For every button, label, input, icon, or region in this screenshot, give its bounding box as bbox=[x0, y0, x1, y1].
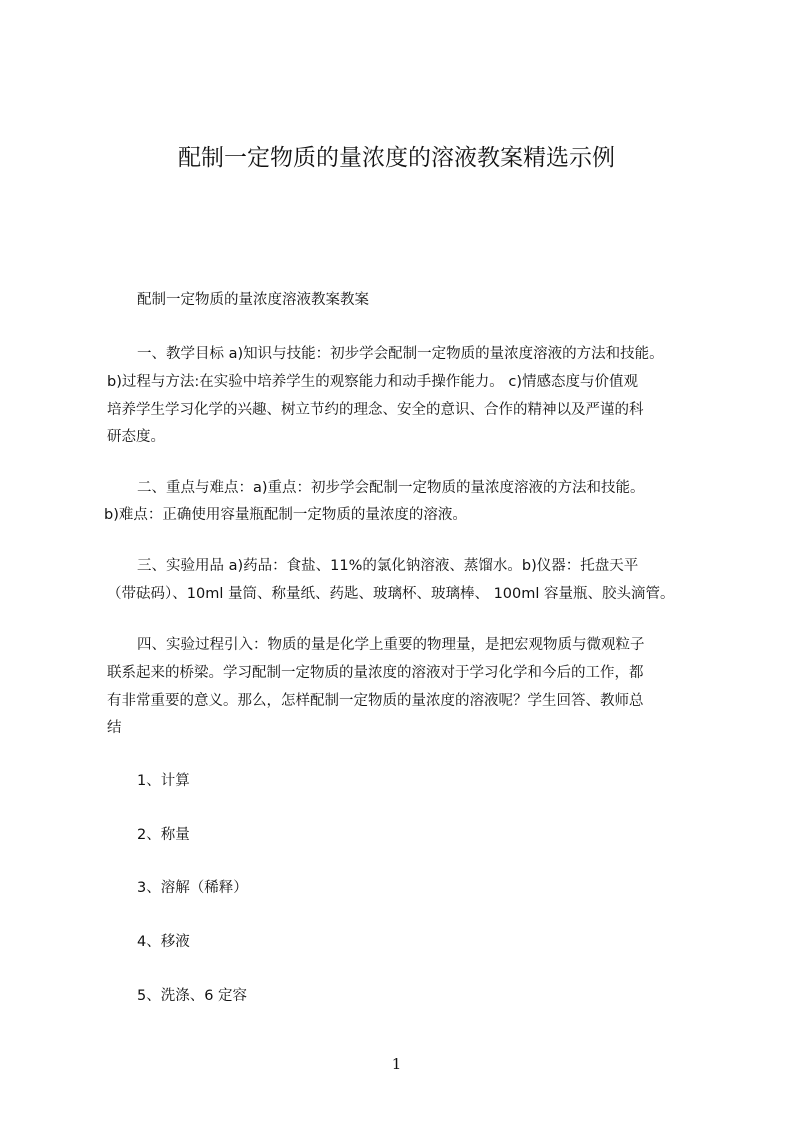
page-number: 1 bbox=[391, 1055, 402, 1073]
process-line-4: 结 bbox=[107, 720, 122, 736]
objectives-line-2: b)过程与方法:在实验中培养学生的观察能力和动手操作能力。 c)情感态度与价值观 bbox=[107, 374, 638, 390]
materials-line-1: 三、实验用品 a)药品：食盐、11%的氯化钠溶液、蒸馏水。b)仪器：托盘天平 bbox=[137, 558, 639, 574]
objectives-line-4: 研态度。 bbox=[107, 429, 165, 445]
objectives-line-3: 培养学生学习化学的兴趣、树立节约的理念、安全的意识、合作的精神以及严谨的科 bbox=[107, 402, 644, 418]
document-subtitle: 配制一定物质的量浓度溶液教案教案 bbox=[137, 292, 369, 308]
step-item: 4、移液 bbox=[137, 934, 190, 950]
process-line-2: 联系起来的桥梁。学习配制一定物质的量浓度的溶液对于学习化学和今后的工作，都 bbox=[107, 665, 644, 681]
step-item: 3、溶解（稀释） bbox=[137, 880, 248, 896]
key-points-line-2: b)难点：正确使用容量瓶配制一定物质的量浓度的溶液。 bbox=[104, 507, 467, 523]
process-line-1: 四、实验过程引入：物质的量是化学上重要的物理量，是把宏观物质与微观粒子 bbox=[137, 637, 645, 653]
objectives-line-1: 一、教学目标 a)知识与技能：初步学会配制一定物质的量浓度溶液的方法和技能。 bbox=[137, 346, 664, 362]
document-title: 配制一定物质的量浓度的溶液教案精选示例 bbox=[178, 145, 615, 171]
step-item: 5、洗涤、6 定容 bbox=[137, 988, 248, 1004]
process-line-3: 有非常重要的意义。那么，怎样配制一定物质的量浓度的溶液呢？学生回答、教师总 bbox=[107, 693, 644, 709]
materials-line-2: （带砝码）、10ml 量筒、称量纸、药匙、玻璃杯、玻璃棒、 100ml 容量瓶、胶头滴管。 bbox=[107, 586, 675, 602]
step-item: 2、称量 bbox=[137, 827, 190, 843]
step-item: 1、计算 bbox=[137, 773, 190, 789]
key-points-line-1: 二、重点与难点：a)重点：初步学会配制一定物质的量浓度溶液的方法和技能。 bbox=[137, 480, 645, 496]
